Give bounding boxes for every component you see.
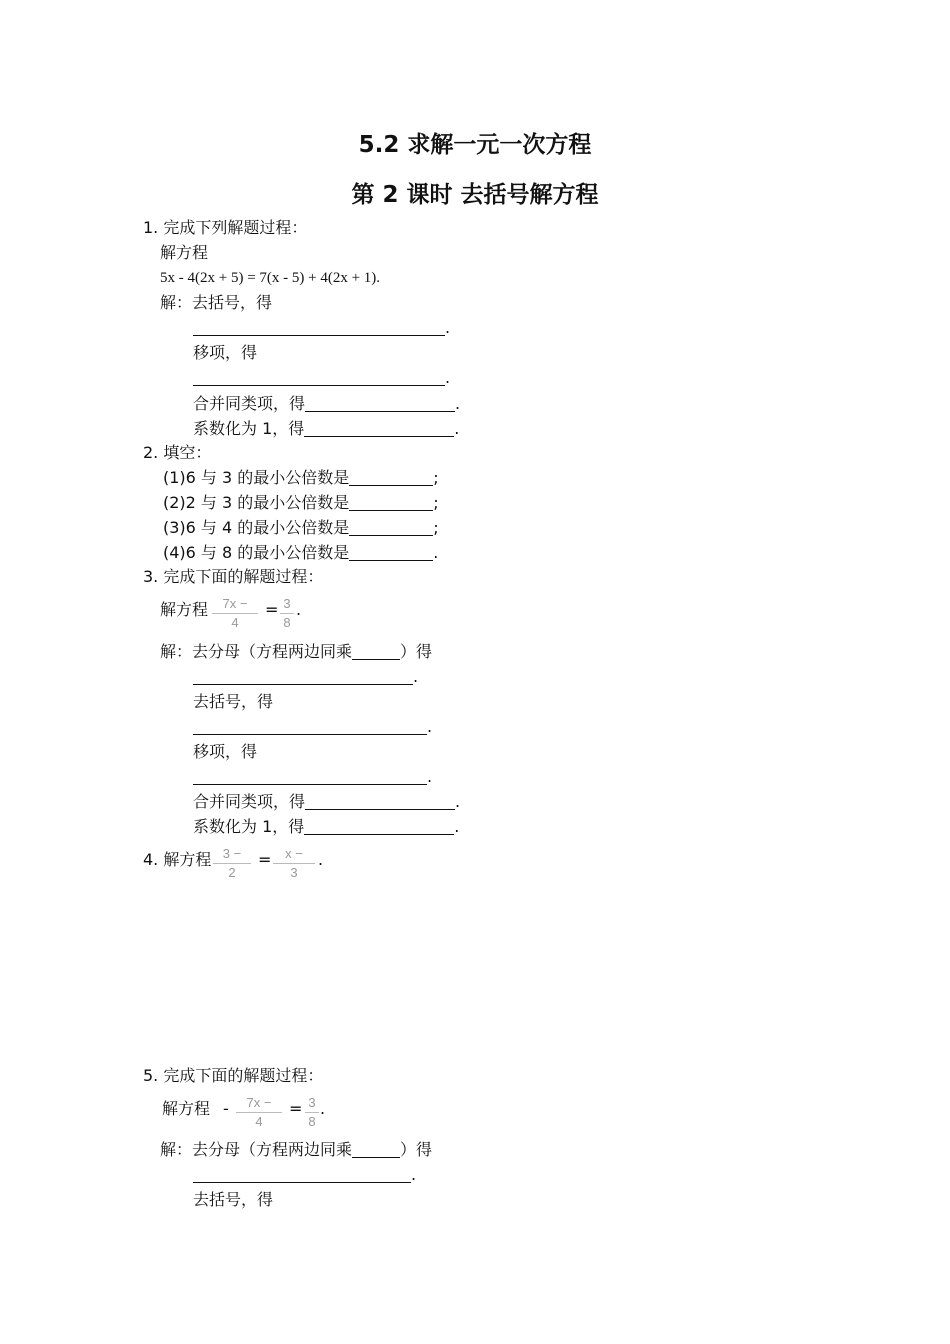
q4-end: . xyxy=(318,850,324,869)
q2-item-4: (4)6 与 8 的最小公倍数是 . xyxy=(163,543,439,562)
q3-step-coefficient: 系数化为 1，得 . xyxy=(193,817,460,836)
q2-item-3: (3)6 与 4 的最小公倍数是 ; xyxy=(163,518,439,537)
q3-equals: = xyxy=(265,600,279,619)
answer-blank[interactable] xyxy=(304,420,454,437)
q3-step-transpose: 移项，得 xyxy=(193,742,258,761)
answer-blank[interactable] xyxy=(349,494,433,511)
answer-blank[interactable] xyxy=(193,1166,411,1183)
q3-fraction-left: 7x − 4 xyxy=(212,596,258,634)
q5-end: . xyxy=(320,1099,326,1118)
answer-blank[interactable] xyxy=(352,643,400,660)
answer-blank[interactable] xyxy=(193,768,427,785)
answer-blank[interactable] xyxy=(349,544,433,561)
q1-step-transpose: 移项，得 xyxy=(193,343,258,362)
answer-blank[interactable] xyxy=(349,519,433,536)
answer-blank[interactable] xyxy=(305,395,455,412)
q1-step-combine: 合并同类项，得 . xyxy=(193,394,461,413)
q5-stem: 5. 完成下面的解题过程： xyxy=(143,1066,324,1085)
q1-equation: 5x - 4(2x + 5) = 7(x - 5) + 4(2x + 1). xyxy=(160,270,381,286)
q3-step-remove-brackets: 去括号，得 xyxy=(193,692,274,711)
q2-stem: 2. 填空： xyxy=(143,443,212,462)
q3-stem: 3. 完成下面的解题过程： xyxy=(143,567,324,586)
q5-intro: 解方程 xyxy=(162,1099,211,1118)
q1-answer-line-1: . xyxy=(193,318,450,338)
q5-equals: = xyxy=(289,1099,303,1118)
title-section: 5.2 求解一元一次方程 xyxy=(358,132,592,158)
q5-step-clear-denominators: 解：去分母（方程两边同乘 ）得 xyxy=(160,1140,433,1159)
answer-blank[interactable] xyxy=(193,668,413,685)
q2-item-2: (2)2 与 3 的最小公倍数是 ; xyxy=(163,493,439,512)
answer-blank[interactable] xyxy=(305,793,455,810)
q5-fraction-right: 3 8 xyxy=(305,1095,319,1133)
q3-intro: 解方程 xyxy=(160,600,209,619)
q3-end: . xyxy=(296,600,302,619)
answer-blank[interactable] xyxy=(193,319,445,336)
q3-step-combine: 合并同类项，得 . xyxy=(193,792,461,811)
answer-blank[interactable] xyxy=(193,718,427,735)
answer-blank[interactable] xyxy=(193,369,445,386)
q4-fraction-right: x − 3 xyxy=(273,846,315,884)
q5-minus: - xyxy=(223,1099,229,1118)
q3-answer-line-2: . xyxy=(193,717,432,737)
q4-stem: 4. 解方程 xyxy=(143,850,212,869)
q4-fraction-left: 3 − 2 xyxy=(213,846,251,884)
q3-answer-line-1: . xyxy=(193,667,418,687)
q1-step-remove-brackets: 解：去括号，得 xyxy=(160,293,273,312)
title-lesson: 第 2 课时 去括号解方程 xyxy=(351,182,599,208)
q2-item-1: (1)6 与 3 的最小公倍数是 ; xyxy=(163,468,439,487)
answer-blank[interactable] xyxy=(304,818,454,835)
q4-equals: = xyxy=(258,850,272,869)
q1-answer-line-2: . xyxy=(193,368,450,388)
q1-stem: 1. 完成下列解题过程： xyxy=(143,218,308,237)
q3-answer-line-3: . xyxy=(193,767,432,787)
q1-intro: 解方程 xyxy=(160,243,209,262)
q3-step-clear-denominators: 解：去分母（方程两边同乘 ）得 xyxy=(160,642,433,661)
q5-step-remove-brackets: 去括号，得 xyxy=(193,1190,274,1209)
q5-answer-line-1: . xyxy=(193,1165,416,1185)
q3-fraction-right: 3 8 xyxy=(280,596,294,634)
answer-blank[interactable] xyxy=(349,469,433,486)
q1-step-coefficient: 系数化为 1，得 . xyxy=(193,419,460,438)
answer-blank[interactable] xyxy=(352,1141,400,1158)
q5-fraction-left: 7x − 4 xyxy=(236,1095,282,1133)
